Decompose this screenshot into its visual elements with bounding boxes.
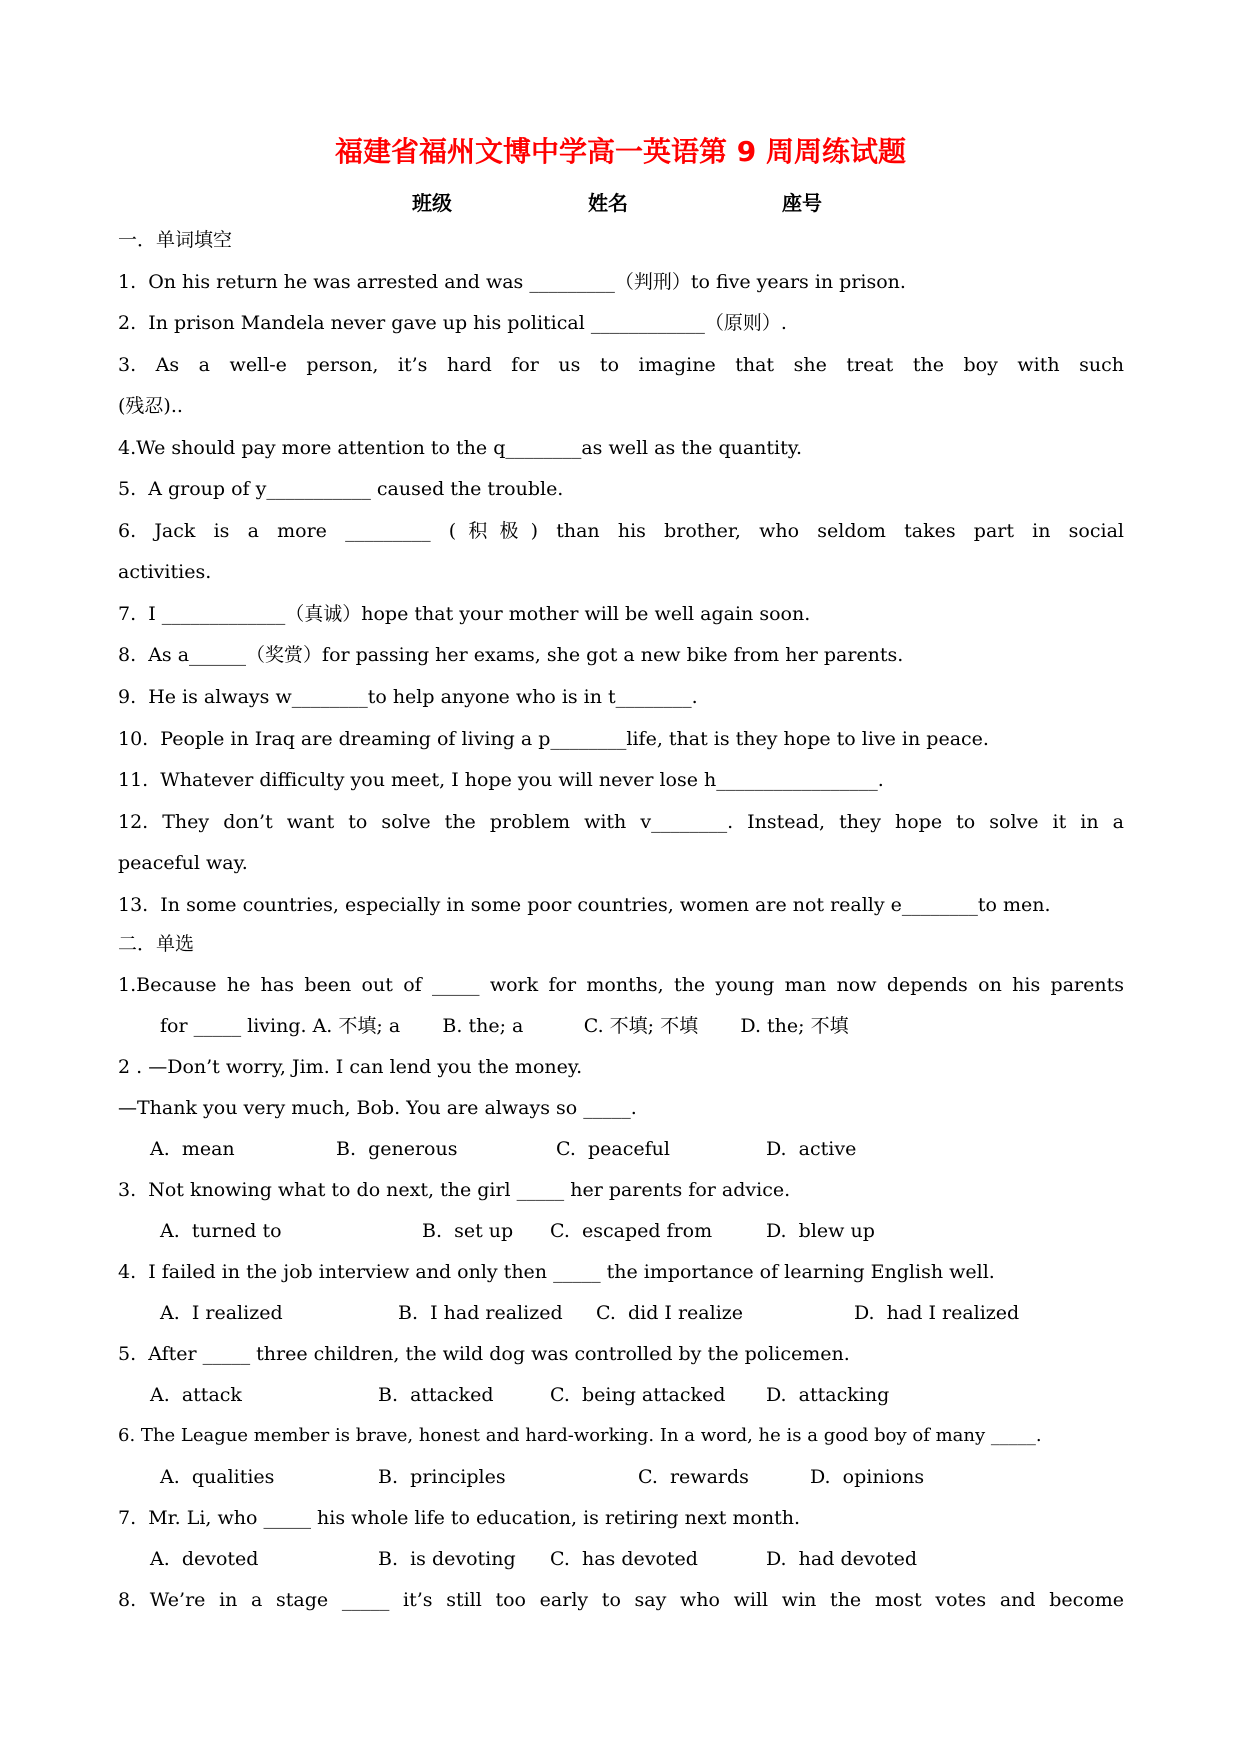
class-label: 班级 [412, 191, 452, 215]
option: B. attacked [378, 1384, 494, 1406]
option: C. being attacked [550, 1384, 726, 1406]
option: A. I realized [160, 1302, 283, 1324]
question-text: 4. I failed in the job interview and only then _____ the importance of learning English well. [118, 1261, 995, 1283]
question-text: —Thank you very much, Bob. You are always so _____. [118, 1097, 637, 1119]
question-text: 6. Jack is a more _________ (积极) than his brother, who seldom takes part in social [118, 520, 1124, 542]
question-text: 6. The League member is brave, honest and hard-working. In a word, he is a good boy of many _____. [118, 1425, 1042, 1446]
question-text: 3. As a well-e person, it’s hard for us to imagine that she treat the boy with such [118, 354, 1124, 376]
question-text: 7. Mr. Li, who _____ his whole life to education, is retiring next month. [118, 1507, 801, 1529]
question-text: activities. [118, 561, 212, 583]
option: C. did I realize [596, 1302, 744, 1324]
question-text: 2. In prison Mandela never gave up his political ____________（原则）. [118, 312, 787, 334]
option: C. peaceful [556, 1138, 670, 1160]
option: C. escaped from [550, 1220, 713, 1242]
question-text: 8. We’re in a stage _____ it’s still too early to say who will win the most votes and become [118, 1589, 1124, 1611]
option: D. attacking [766, 1384, 890, 1406]
question-text: (残忍).. [118, 395, 183, 417]
option: C. rewards [638, 1466, 749, 1488]
option: C. has devoted [550, 1548, 698, 1570]
option: A. turned to [160, 1220, 282, 1242]
question-text: 10. People in Iraq are dreaming of living a p________life, that is they hope to live in peace. [118, 728, 989, 750]
option: D. active [766, 1138, 857, 1160]
option: B. generous [336, 1138, 458, 1160]
question-text: 13. In some countries, especially in some poor countries, women are not really e________to men. [118, 894, 1051, 916]
option: D. had devoted [766, 1548, 918, 1570]
option: A. attack [150, 1384, 242, 1406]
option: A. devoted [150, 1548, 259, 1570]
option: B. set up [422, 1220, 514, 1242]
question-text: for _____ living. A. 不填; a B. the; a C. 不填; 不填 D. the; 不填 [160, 1015, 849, 1037]
option: A. mean [150, 1138, 235, 1160]
option: A. qualities [160, 1466, 275, 1488]
page-title: 福建省福州文博中学高一英语第 9 周周练试题 [335, 135, 906, 168]
question-text: peaceful way. [118, 852, 248, 874]
question-text: 7. I _____________（真诚）hope that your mother will be well again soon. [118, 603, 811, 625]
question-text: 1.Because he has been out of _____ work for months, the young man now depends on his parents [118, 974, 1124, 996]
question-text: 1. On his return he was arrested and was _________（判刑）to five years in prison. [118, 271, 906, 293]
question-text: 5. After _____ three children, the wild dog was controlled by the policemen. [118, 1343, 850, 1365]
option: B. is devoting [378, 1548, 516, 1570]
option: D. opinions [810, 1466, 925, 1488]
option: B. I had realized [398, 1302, 563, 1324]
question-text: 8. As a______（奖赏）for passing her exams, she got a new bike from her parents. [118, 644, 904, 666]
option: B. principles [378, 1466, 506, 1488]
section-heading: 二．单选 [118, 933, 195, 955]
question-text: 11. Whatever difficulty you meet, I hope you will never lose h_________________. [118, 769, 884, 791]
question-text: 5. A group of y___________ caused the trouble. [118, 478, 564, 500]
section-heading: 一．单词填空 [118, 229, 233, 251]
question-text: 12. They don’t want to solve the problem with v________. Instead, they hope to solve it in a [118, 811, 1124, 833]
question-text: 9. He is always w________to help anyone who is in t________. [118, 686, 698, 708]
name-label: 姓名 [588, 191, 628, 215]
question-text: 2 . —Don’t worry, Jim. I can lend you the money. [118, 1056, 583, 1078]
option: D. had I realized [854, 1302, 1020, 1324]
question-text: 3. Not knowing what to do next, the girl _____ her parents for advice. [118, 1179, 791, 1201]
question-text: 4.We should pay more attention to the q________as well as the quantity. [118, 437, 803, 459]
seat-label: 座号 [782, 191, 822, 215]
option: D. blew up [766, 1220, 875, 1242]
